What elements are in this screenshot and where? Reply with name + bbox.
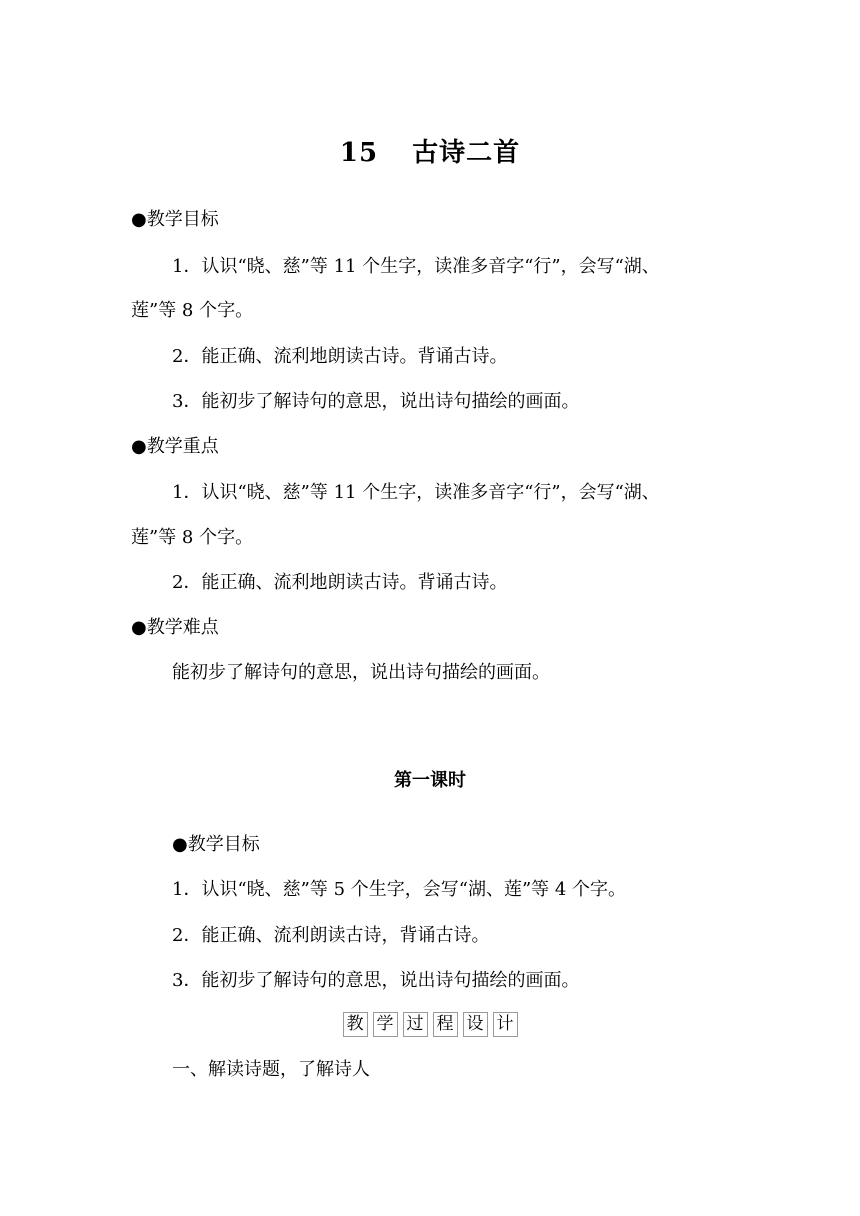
goal-item-1-cont: 莲”等 8 个字。: [131, 300, 254, 321]
goal-item-1: 1．认识“晓、慈”等 11 个生字，读准多音字“行”，会写“湖、: [172, 256, 660, 277]
section-heading-key-points: ●教学重点: [131, 436, 219, 457]
lesson-number: 15: [339, 138, 379, 168]
design-box-char: 计: [493, 1012, 518, 1037]
section-heading-goals: ●教学目标: [131, 209, 219, 230]
design-box-char: 过: [403, 1012, 428, 1037]
design-box-char: 教: [343, 1012, 368, 1037]
key-point-item-1: 1．认识“晓、慈”等 11 个生字，读准多音字“行”，会写“湖、: [172, 482, 660, 503]
goal-item-2: 2．能正确、流利地朗读古诗。背诵古诗。: [172, 346, 508, 367]
lesson-goal-item-2: 2．能正确、流利朗读古诗，背诵古诗。: [172, 925, 490, 946]
key-point-item-2: 2．能正确、流利地朗读古诗。背诵古诗。: [172, 572, 508, 593]
lesson-title: 古诗二首: [412, 138, 521, 168]
teaching-process-design-label: [0, 1012, 860, 1037]
lesson-goals-heading: ●教学目标: [172, 834, 260, 855]
design-box-char: 学: [373, 1012, 398, 1037]
difficulty-item-1: 能初步了解诗句的意思，说出诗句描绘的画面。: [172, 662, 550, 683]
goal-item-3: 3．能初步了解诗句的意思，说出诗句描绘的画面。: [172, 391, 580, 412]
lesson-goal-item-1: 1．认识“晓、慈”等 5 个生字，会写“湖、莲”等 4 个字。: [172, 879, 627, 900]
section-heading-difficulties: ●教学难点: [131, 617, 219, 638]
lesson-period-title: 第一课时: [394, 770, 466, 791]
design-box-char: 程: [433, 1012, 458, 1037]
page-title: [0, 132, 860, 169]
design-box-char: 设: [463, 1012, 488, 1037]
lesson-goal-item-3: 3．能初步了解诗句的意思，说出诗句描绘的画面。: [172, 970, 580, 991]
key-point-item-1-cont: 莲”等 8 个字。: [131, 527, 254, 548]
step-heading-1: 一、解读诗题，了解诗人: [172, 1059, 370, 1080]
